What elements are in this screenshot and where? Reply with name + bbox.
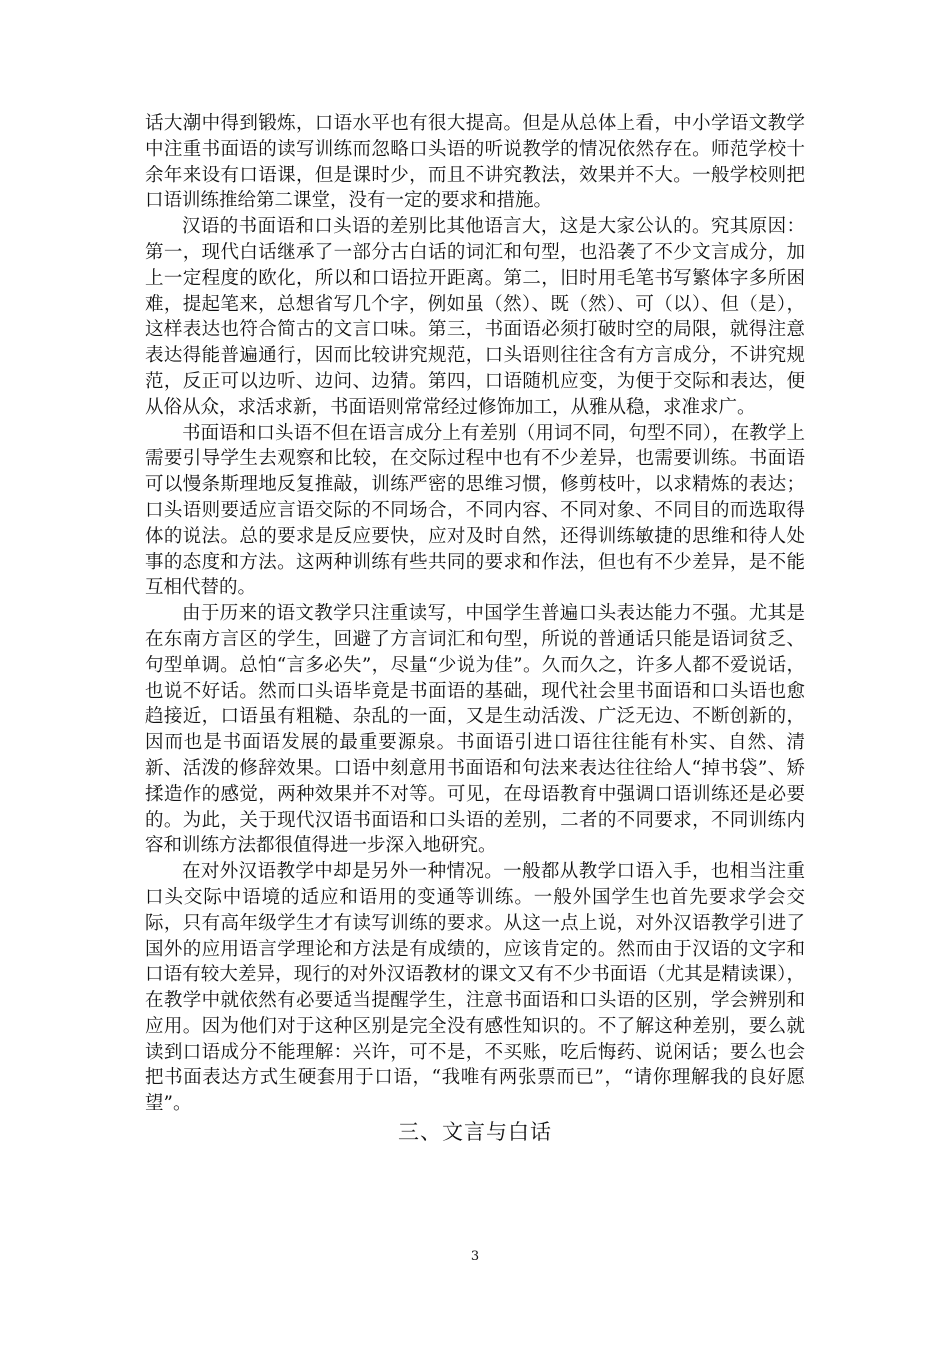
paragraph-3: 书面语和口头语不但在语言成分上有差别（用词不同，句型不同），在教学上需要引导学生去观察和比较，在交际过程中也有不少差异，也需要训练。书面语可以慢条斯理地反复推敲，训练严密的思维习惯，修剪枝叶，以求精炼的表达；口头语则要适应言语交际的不同场合，不同内容、不同对象、不同目的而选取得体的说法。总的要求是反应要快，应对及时自然，还得训练敏捷的思维和待人处事的态度和方法。这两种训练有些共同的要求和作法，但也有不少差异，是不能互相代替的。: [145, 422, 805, 599]
paragraph-1: 话大潮中得到锻炼，口语水平也有很大提高。但是从总体上看，中小学语文教学中注重书面语的读写训练而忽略口头语的听说教学的情况依然存在。师范学校十余年来设有口语课，但是课时少，而且不讲究教法，效果并不大。一般学校则把口语训练推给第二课堂，没有一定的要求和措施。: [145, 113, 805, 212]
paragraph-4: 由于历来的语文教学只注重读写，中国学生普遍口头表达能力不强。尤其是在东南方言区的学生，回避了方言词汇和句型，所说的普通话只能是语词贫乏、句型单调。总怕“言多必失”，尽量“少说为佳”。久而久之，许多人都不爱说话，也说不好话。然而口头语毕竟是书面语的基础，现代社会里书面语和口头语也愈趋接近，口语虽有粗糙、杂乱的一面，又是生动活泼、广泛无边、不断创新的，因而也是书面语发展的最重要源泉。书面语引进口语往往能有朴实、自然、清新、活泼的修辞效果。口语中刻意用书面语和句法来表达往往给人“掉书袋”、矫揉造作的感觉，两种效果并不对等。可见，在母语教育中强调口语训练还是必要的。为此，关于现代汉语书面语和口头语的差别，二者的不同要求，不同训练内容和训练方法都很值得进一步深入地研究。: [145, 603, 805, 857]
paragraph-2: 汉语的书面语和口头语的差别比其他语言大，这是大家公认的。究其原因：第一，现代白话继承了一部分古白话的词汇和句型，也沿袭了不少文言成分，加上一定程度的欧化，所以和口语拉开距离。第二，旧时用毛笔书写繁体字多所困难，提起笔来，总想省写几个字，例如虽（然）、既（然）、可（以）、但（是），这样表达也符合简古的文言口味。第三，书面语必须打破时空的局限，就得注意表达得能普遍通行，因而比较讲究规范，口头语则往往含有方言成分，不讲究规范，反正可以边听、边问、边猜。第四，口语随机应变，为便于交际和表达，便从俗从众，求活求新，书面语则常常经过修饰加工，从雅从稳，求准求广。: [145, 216, 805, 418]
paragraph-5: 在对外汉语教学中却是另外一种情况。一般都从教学口语入手，也相当注重口头交际中语境的适应和语用的变通等训练。一般外国学生也首先要求学会交际，只有高年级学生才有读写训练的要求。从这一点上说，对外汉语教学引进了国外的应用语言学理论和方法是有成绩的，应该肯定的。然而由于汉语的文字和口语有较大差异，现行的对外汉语教材的课文又有不少书面语（尤其是精读课），在教学中就依然有必要适当提醒学生，注意书面语和口头语的区别，学会辨别和应用。因为他们对于这种区别是完全没有感性知识的。不了解这种差别，要么就读到口语成分不能理解：兴许，可不是，不买账，吃后悔药、说闲话；要么也会把书面表达方式生硬套用于口语，“我唯有两张票而已”，“请你理解我的良好愿望”。: [145, 861, 805, 1115]
page-number: 3: [470, 1249, 480, 1264]
section-heading: 三、文言与白话: [398, 1120, 552, 1144]
body-text: [145, 111, 805, 1117]
